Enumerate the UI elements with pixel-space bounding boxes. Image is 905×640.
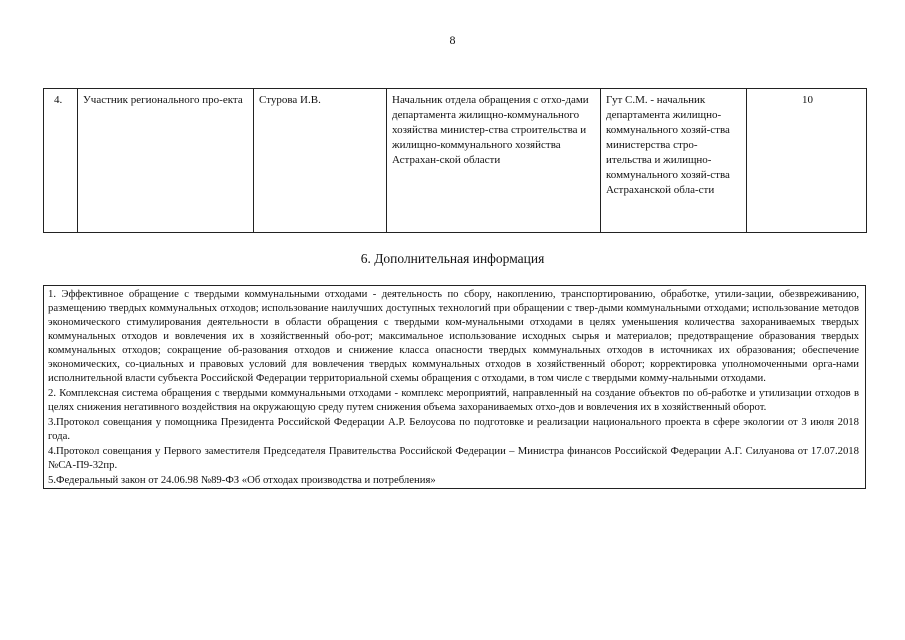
table-row bbox=[44, 89, 867, 233]
additional-info-box bbox=[43, 285, 866, 489]
participant-position: Начальник отдела обращения с отхо-дами департамента жилищно-коммунального хозяйства министер-ства строительства и жилищно-коммунального хозяйства Астрахан-ской области bbox=[387, 89, 601, 233]
page-number: 8 bbox=[449, 33, 456, 47]
supervisor: Гут С.М. - начальник департамента жилищно-коммунального хозяй-ства министерства стро-ительства и жилищно-коммунального хозяй-ства Астраханской обла-сти bbox=[601, 89, 747, 233]
section-title: 6. Дополнительная информация bbox=[360, 251, 545, 266]
participants-table bbox=[43, 88, 867, 233]
participant-role: Участник регионального про-екта bbox=[78, 89, 254, 233]
info-item-5: 5.Федеральный закон от 24.06.98 №89-ФЗ «Об отходах производства и потребления» bbox=[48, 474, 436, 486]
employment-percent: 10 bbox=[747, 89, 867, 233]
participant-name: Стурова И.В. bbox=[254, 89, 387, 233]
info-item-1: 1. Эффективное обращение с твердыми коммунальными отходами - деятельность по сбору, накоплению, транспортированию, обработке, утили-зации, обезвреживанию, размещению твердых коммунальных отходов; использование наилучших доступных технологий при обращении с твер-дыми коммунальными отходами; использование методов экономического стимулирования деятельности в области обращения с твердыми ком-мунальными отходами в целях уменьшения количества захораниваемых твердых коммунальных отходов и вовлечения их в хозяйственный обо-рот; максимальное использование исходных сырья и материалов; предотвращение образования твердых коммунальных отходов; сокращение об-разования отходов и снижение класса опасности твердых коммунальных отходов в источниках их образования; обеспечение экономических, со-циальных и правовых условий для вовлечения твердых коммунальных отходов в хозяйственный оборот; корректировка уполномоченными орга-нами исполнительной власти субъекта Российской Федерации территориальной схемы обращения с отходами, в том числе с твердыми комму-нальными отходами. bbox=[48, 288, 859, 384]
info-item-2: 2. Комплексная система обращения с твердыми коммунальными отходами - комплекс мероприятий, направленный на создание объектов по об-работке и утилизации отходов в целях снижения негативного воздействия на окружающую среду путем снижения объема захораниваемых отхо-дов и вовлечения их в хозяйственный оборот. bbox=[48, 387, 859, 413]
info-item-4: 4.Протокол совещания у Первого заместителя Председателя Правительства Российской Федерации – Министра финансов Российской Федерации А.Г. Силуанова от 17.07.2018 №СА-П9-32пр. bbox=[48, 445, 859, 471]
row-number: 4. bbox=[44, 89, 78, 233]
info-item-3: 3.Протокол совещания у помощника Президента Российской Федерации А.Р. Белоусова по подготовке и реализации национального проекта в сфере экологии от 3 июля 2018 года. bbox=[48, 416, 859, 442]
